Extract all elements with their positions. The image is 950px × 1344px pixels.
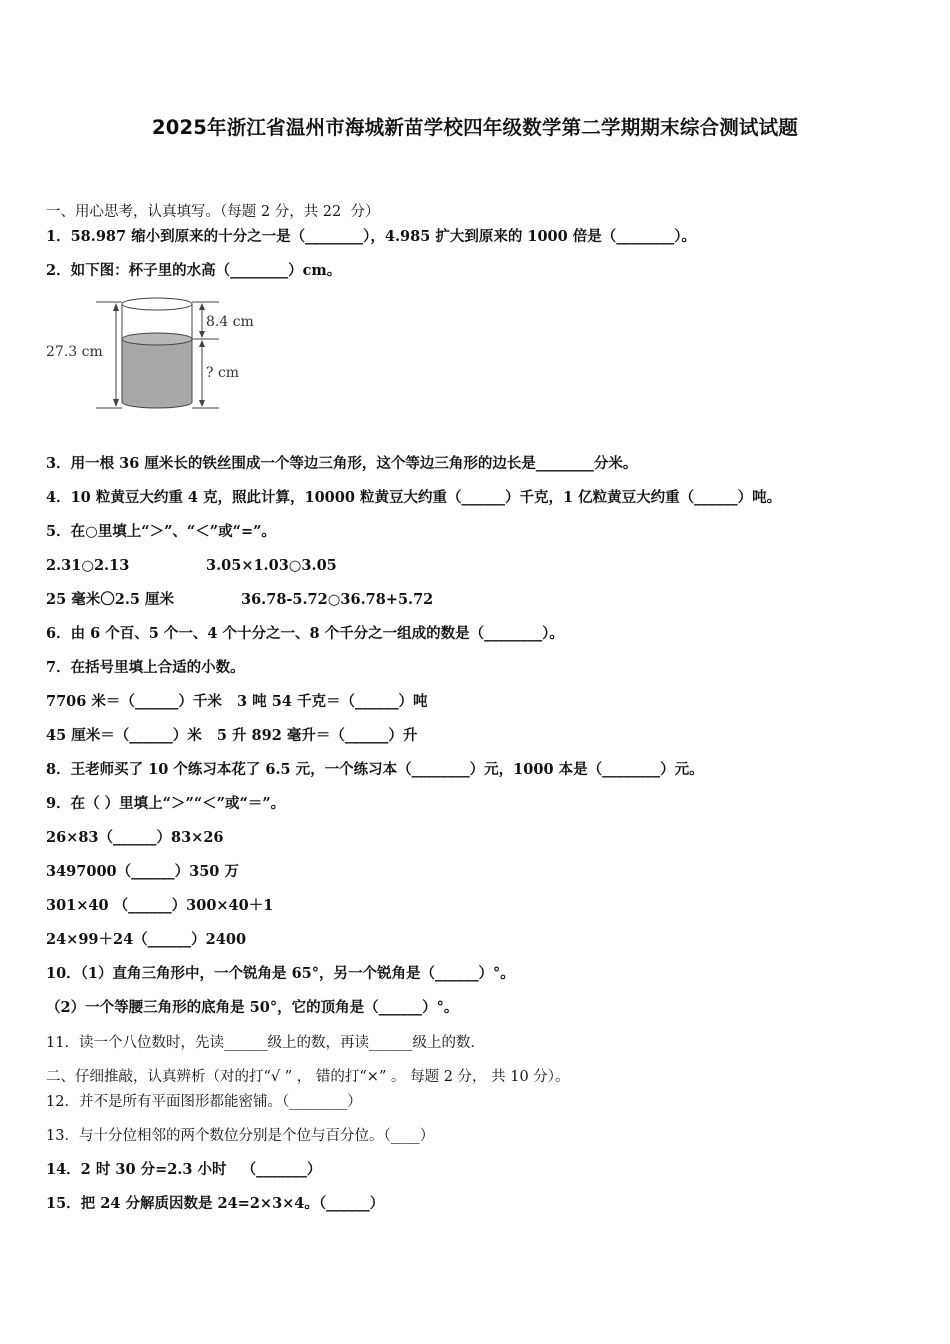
question-9-item-b: 3497000（______）350 万 xyxy=(46,863,239,880)
question-10-part-1: 10．（1）直角三角形中，一个锐角是 65°，另一个锐角是（______）°。 xyxy=(46,965,515,982)
question-14: 14．2 时 30 分=2.3 小时 （_______） xyxy=(46,1161,322,1178)
question-5-item-a: 2.31○2.13 xyxy=(46,557,130,574)
page-title: 2025年浙江省温州市海城新苗学校四年级数学第二学期期末综合测试试题 xyxy=(151,116,799,139)
question-5-item-d: 36.78-5.72○36.78+5.72 xyxy=(241,591,434,608)
water-fill xyxy=(122,339,192,408)
gap-label: 8.4 cm xyxy=(206,314,254,330)
cup-rim xyxy=(122,298,192,310)
total-height-label: 27.3 cm xyxy=(46,344,103,360)
question-15: 15．把 24 分解质因数是 24=2×3×4。（______） xyxy=(46,1195,385,1212)
question-9-item-a: 26×83（______）83×26 xyxy=(46,829,224,846)
section2-header: 二、仔细推敲，认真辨析（对的打“√ ” ， 错的打“×” 。 每题 2 分， 共 10 分）。 xyxy=(46,1069,570,1085)
question-6: 6．由 6 个百、5 个一、4 个十分之一、8 个千分之一组成的数是（________）。 xyxy=(46,625,564,642)
question-8: 8．王老师买了 10 个练习本花了 6.5 元，一个练习本（________）元，1000 本是（________）元。 xyxy=(46,761,704,778)
question-5: 5．在○里填上“＞”、“＜”或“=”。 xyxy=(46,523,276,540)
question-7-row-1: 7706 米＝（______）千米 3 吨 54 千克＝（______）吨 xyxy=(46,693,428,710)
question-11: 11．读一个八位数时，先读______级上的数，再读______级上的数． xyxy=(46,1035,485,1051)
question-9-item-c: 301×40 （______）300×40＋1 xyxy=(46,897,274,914)
question-10-part-2: （2）一个等腰三角形的底角是 50°，它的顶角是（______）°。 xyxy=(46,999,459,1016)
question-7: 7．在括号里填上合适的小数。 xyxy=(46,659,245,676)
cup-figure xyxy=(44,292,274,416)
question-13: 13．与十分位相邻的两个数位分别是个位与百分位。（____） xyxy=(46,1128,435,1144)
question-5-item-c: 25 毫米〇2.5 厘米 xyxy=(46,591,175,608)
question-9: 9．在（ ）里填上“＞”“＜”或“＝”。 xyxy=(46,795,286,812)
section1-header: 一、用心思考，认真填写。（每题 2 分，共 22 分） xyxy=(46,204,380,220)
question-2: 2．如下图：杯子里的水高（________）cm。 xyxy=(46,262,342,279)
question-9-item-d: 24×99＋24（______）2400 xyxy=(46,931,247,948)
question-7-row-2: 45 厘米＝（______）米 5 升 892 毫升＝（______）升 xyxy=(46,727,418,744)
question-5-item-b: 3.05×1.03○3.05 xyxy=(206,557,337,574)
water-surface xyxy=(122,333,192,345)
question-1: 1．58.987 缩小到原来的十分之一是（________），4.985 扩大到原来的 1000 倍是（________）。 xyxy=(46,228,697,245)
question-4: 4．10 粒黄豆大约重 4 克，照此计算，10000 粒黄豆大约重（______）千克，1 亿粒黄豆大约重（______）吨。 xyxy=(46,489,782,506)
question-3: 3．用一根 36 厘米长的铁丝围成一个等边三角形，这个等边三角形的边长是________分米。 xyxy=(46,455,638,472)
question-12: 12．并不是所有平面图形都能密铺。（________） xyxy=(46,1094,362,1110)
water-height-label: ? cm xyxy=(206,365,240,381)
